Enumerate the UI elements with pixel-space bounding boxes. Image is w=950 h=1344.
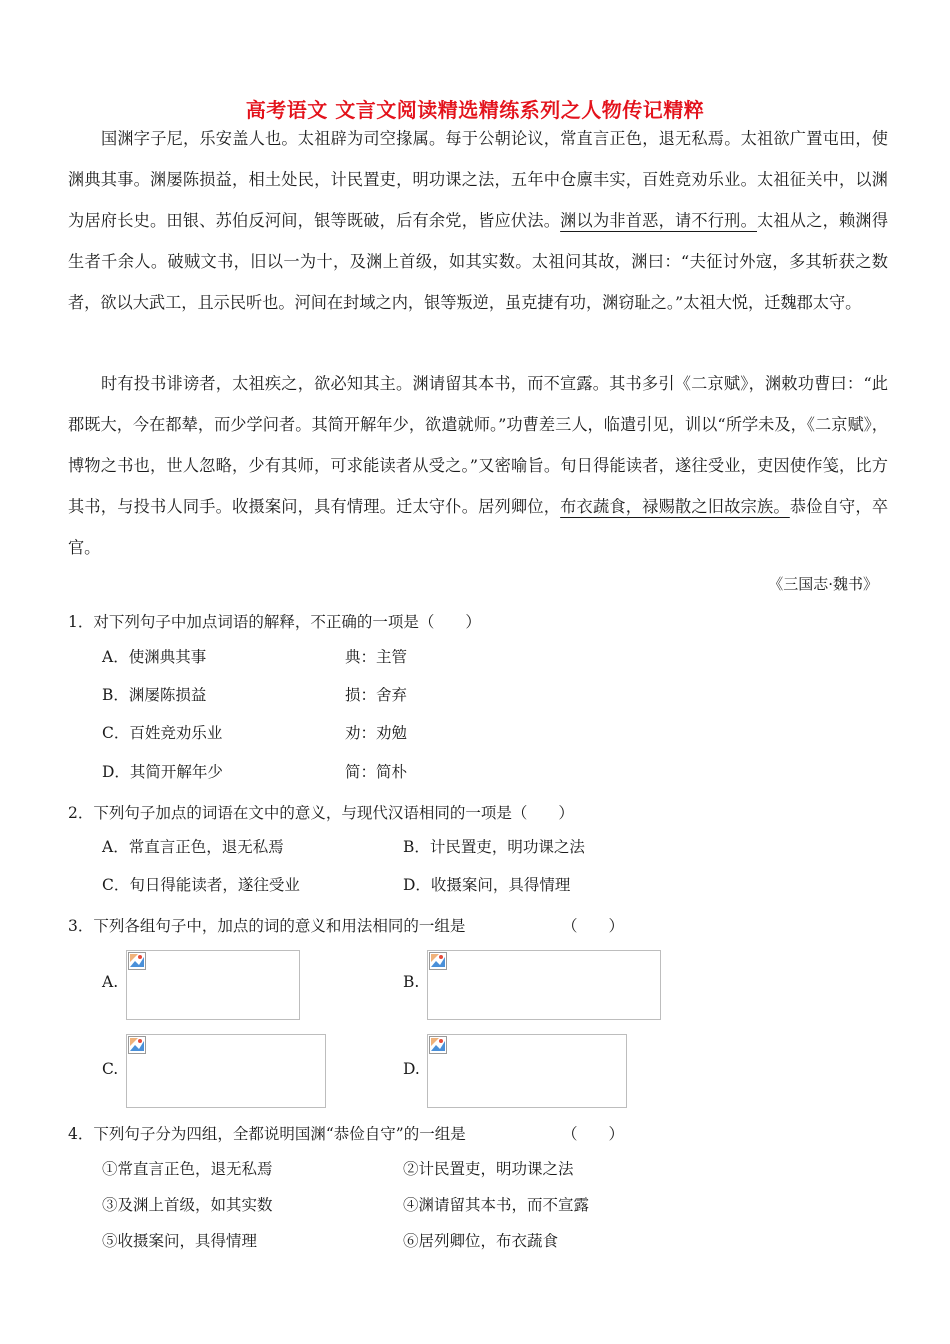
broken-image-icon <box>128 1036 146 1054</box>
q1-option-c-gloss: 劝：劝勉 <box>345 724 408 742</box>
source-citation: 《三国志·魏书》 <box>768 575 878 593</box>
passage-text: 太祖从之，赖渊得生者千余人。破贼文书，旧以一为十，及渊上首级，如其实数。太祖问其故，渊曰：“夫征讨外寇，多其斩获之数者，欲以大武工，且示民听也。河间在封域之内，银等叛逆，虽克捷有功，渊窃耻之。”太祖大悦，迁魏郡太守。 <box>68 211 889 312</box>
q3-option-b-label: B. <box>403 973 420 991</box>
q3-option-d-label: D. <box>403 1060 420 1078</box>
q1-option-b: B．渊屡陈损益 <box>102 686 207 704</box>
q2-option-c: C．旬日得能读者，遂往受业 <box>102 876 300 894</box>
broken-image-icon <box>128 952 146 970</box>
question-1-stem: 1．对下列句子中加点词语的解释，不正确的一项是（ ） <box>68 613 481 631</box>
broken-image-icon <box>429 1036 447 1054</box>
q4-item-6: ⑥居列卿位，布衣蔬食 <box>403 1232 559 1250</box>
question-4-answer-paren: （ ） <box>562 1125 625 1143</box>
q3-option-b-image <box>427 950 661 1020</box>
q1-option-d-gloss: 简：简朴 <box>345 763 408 781</box>
q3-option-c-label: C. <box>102 1060 119 1078</box>
q4-item-3: ③及渊上首级，如其实数 <box>102 1196 273 1214</box>
passage-text: 时有投书诽谤者，太祖疾之，欲必知其主。渊请留其本书，而不宣露。其书多引《二京赋》，渊敕功曹曰：“此郡既大，今在都辇，而少学问者。其简开解年少，欲遣就师。”功曹差三人，临遣引见，训以“所学未及，《二京赋》，博物之书也，世人忽略，少有其师，可求能读者从受之。”又密喻旨。旬日得能读者，遂往受业，吏因使作笺，比方其书，与投书人同手。收摄案问，具有情理。迁太守仆。居列卿位， <box>68 374 888 516</box>
q1-option-a: A．使渊典其事 <box>102 648 207 666</box>
q3-option-d-image <box>427 1034 627 1108</box>
broken-image-icon <box>429 952 447 970</box>
question-2-stem: 2．下列句子加点的词语在文中的意义，与现代汉语相同的一项是（ ） <box>68 804 574 822</box>
q4-item-4: ④渊请留其本书，而不宣露 <box>403 1196 590 1214</box>
underlined-sentence: 渊以为非首恶，请不行刑。 <box>560 211 757 230</box>
question-3-answer-paren: （ ） <box>562 917 625 935</box>
q1-option-b-gloss: 损：舍弃 <box>345 686 408 704</box>
page-title: 高考语文 文言文阅读精选精练系列之人物传记精粹 <box>245 98 705 122</box>
q1-option-d: D．其简开解年少 <box>102 763 223 781</box>
q2-option-a: A．常直言正色，退无私焉 <box>102 838 284 856</box>
q4-item-2: ②计民置吏，明功课之法 <box>403 1160 574 1178</box>
q1-option-c: C．百姓竞劝乐业 <box>102 724 223 742</box>
q4-item-1: ①常直言正色，退无私焉 <box>102 1160 273 1178</box>
passage-text: 恭俭自守，卒官。 <box>68 497 889 557</box>
question-4-stem: 4．下列句子分为四组，全都说明国渊“恭俭自守”的一组是 <box>68 1125 466 1143</box>
q3-option-c-image <box>126 1034 326 1108</box>
q3-option-a-image <box>126 950 300 1020</box>
passage-text: 国渊字子尼，乐安盖人也。太祖辟为司空掾属。每于公朝论议，常直言正色，退无私焉。太祖欲广置屯田，使渊典其事。渊屡陈损益，相土处民，计民置吏，明功课之法，五年中仓廪丰实，百姓竞劝乐业。太祖征关中，以渊为居府长史。田银、苏伯反河间，银等既破，后有余党，皆应伏法。 <box>68 129 888 230</box>
passage-paragraph-2 <box>68 363 888 568</box>
question-3-stem: 3．下列各组句子中，加点的词的意义和用法相同的一组是 <box>68 917 466 935</box>
q2-option-d: D．收摄案问，具得情理 <box>403 876 571 894</box>
q4-item-5: ⑤收摄案问，具得情理 <box>102 1232 258 1250</box>
underlined-sentence: 布衣蔬食，禄赐散之旧故宗族。 <box>560 497 790 516</box>
q2-option-b: B．计民置吏，明功课之法 <box>403 838 585 856</box>
q1-option-a-gloss: 典：主管 <box>345 648 408 666</box>
q3-option-a-label: A. <box>102 973 119 991</box>
passage-paragraph-1 <box>68 118 888 323</box>
